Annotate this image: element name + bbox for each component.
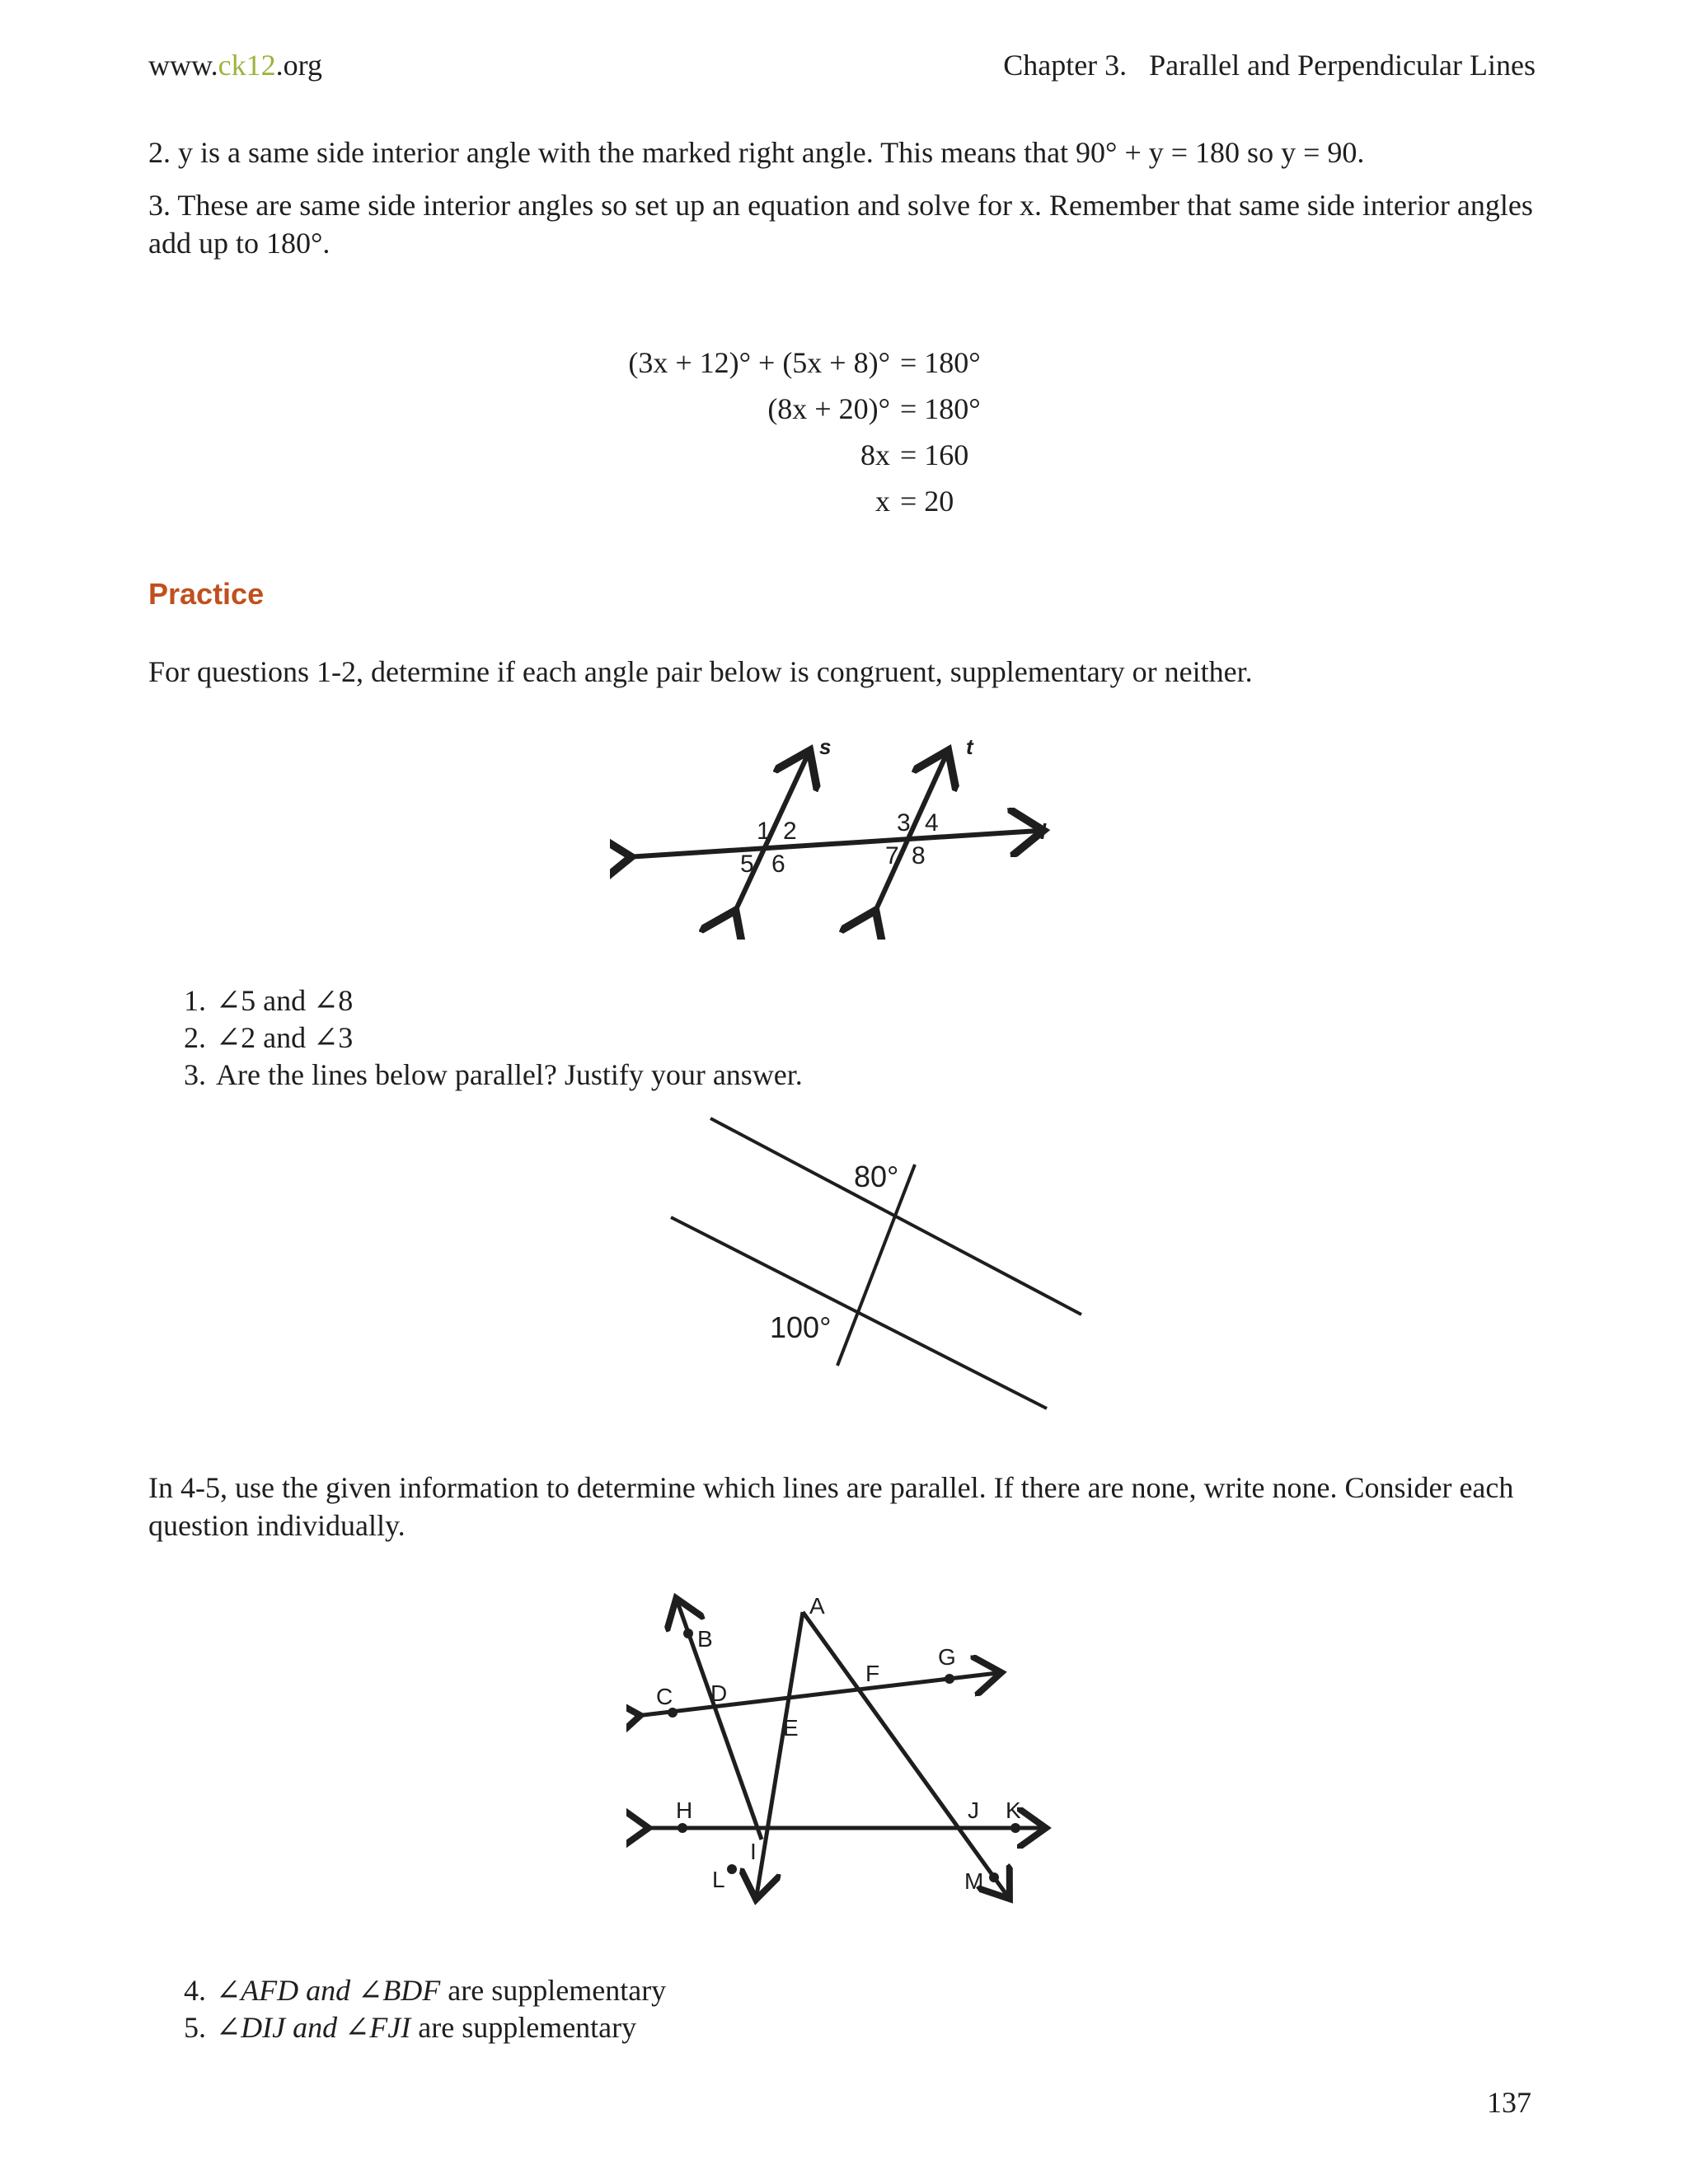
label-a: A [809, 1593, 825, 1619]
label-j: J [968, 1797, 979, 1823]
equation-lhs: (3x + 12)° + (5x + 8)° [628, 346, 890, 379]
label-e: E [783, 1715, 799, 1741]
site-prefix: www. [148, 49, 218, 82]
equation-rhs: = 160 [900, 438, 969, 471]
practice-intro-4-5: In 4-5, use the given information to determine which lines are parallel. If there are none, write none. Consider each question individually. [148, 1471, 1514, 1542]
point-g [945, 1674, 954, 1684]
angle-label: 4 [925, 809, 939, 837]
questions-list-b [165, 1972, 666, 2046]
angle-label: 8 [912, 842, 926, 869]
label-h: H [676, 1797, 693, 1823]
label-i: I [750, 1839, 757, 1864]
label-t: t [966, 734, 973, 759]
angle-label: 6 [771, 851, 785, 878]
equation-lhs: (8x + 20)° [767, 392, 890, 425]
label-l: L [712, 1867, 725, 1892]
list-item: 4. ∠AFD and ∠BDF are supplementary [184, 1974, 667, 2007]
label-l: l [1040, 819, 1047, 844]
practice-heading: Practice [148, 577, 265, 611]
figure-transversals [610, 725, 1071, 940]
label-c: C [656, 1684, 673, 1709]
point-k [1010, 1823, 1020, 1833]
list-item: 2. ∠2 and ∠3 [184, 1021, 354, 1054]
solution-step-3: 3. These are same side interior angles so set up an equation and solve for x. Remember that same side interior angles add up to 180°. [148, 189, 1533, 260]
equation-lhs: 8x [860, 438, 890, 471]
angle-80-label: 80° [854, 1160, 899, 1193]
label-f: F [865, 1661, 880, 1686]
site-ck: ck [218, 49, 246, 82]
label-k: K [1006, 1797, 1021, 1823]
list-item: 5. ∠DIJ and ∠FJI are supplementary [184, 2011, 637, 2044]
page-number: 137 [1487, 2086, 1531, 2119]
label-b: B [697, 1626, 713, 1652]
line-am [803, 1612, 1007, 1896]
angle-label: 2 [783, 818, 797, 845]
angle-label: 7 [885, 842, 899, 869]
solution-step-2: 2. y is a same side interior angle with the marked right angle. This means that 90° + y = 180 so y = 90. [148, 136, 1365, 169]
angle-label: 5 [740, 851, 754, 878]
list-item: 1. ∠5 and ∠8 [184, 984, 354, 1017]
equation-lhs: x [875, 485, 890, 518]
equation-rhs: = 180° [900, 346, 981, 379]
figure-labeled-lines [626, 1582, 1071, 1929]
label-s: s [819, 734, 832, 759]
equation-rhs: = 180° [900, 392, 981, 425]
angle-label: 3 [897, 809, 911, 837]
line-l [626, 831, 1039, 857]
site-12: 12 [246, 49, 276, 82]
label-d: D [710, 1680, 728, 1706]
angle-label: 1 [757, 818, 771, 845]
list-item: 3. Are the lines below parallel? Justify your answer. [184, 1058, 803, 1091]
practice-intro: For questions 1-2, determine if each angle pair below is congruent, supplementary or neither. [148, 655, 1253, 688]
line-cg [636, 1673, 997, 1716]
figure-parallel-check [659, 1108, 1104, 1422]
questions-list-a [165, 982, 803, 1094]
point-b [683, 1629, 693, 1638]
label-g: G [938, 1644, 956, 1670]
equation-rhs: = 20 [900, 485, 954, 518]
angle-100-label: 100° [770, 1310, 832, 1344]
chapter-title: Chapter 3. Parallel and Perpendicular Lines [1003, 49, 1536, 82]
site-url[interactable] [148, 48, 322, 82]
line-al [757, 1612, 803, 1896]
point-l [727, 1864, 737, 1874]
point-h [678, 1823, 687, 1833]
point-m [989, 1872, 999, 1882]
site-suffix: .org [275, 49, 322, 82]
label-m: M [964, 1868, 984, 1894]
